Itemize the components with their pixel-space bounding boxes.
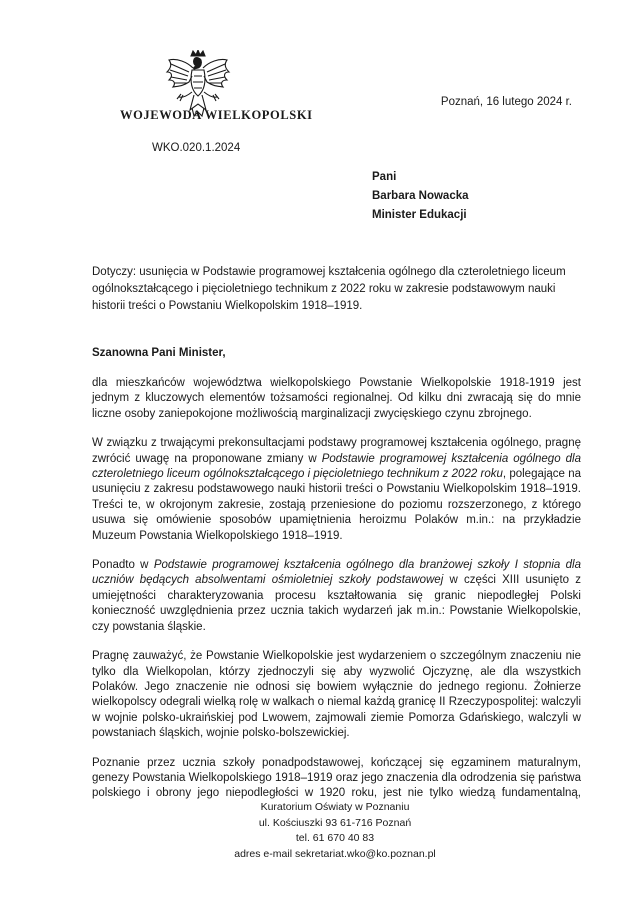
paragraph-2-italic-title: Podstawie programowej kształcenia ogólnego dla czteroletniego liceum ogólnokształcącego i pięcioletniego technikum z 2022 roku [92,452,581,481]
letter-greeting: Szanowna Pani Minister, [92,347,226,359]
letter-body [92,376,581,800]
paragraph-2-text-c: , polegające na usunięciu z zakresu podstawowego nauki historii treści o Powstaniu Wielkopolskim 1918–1919. Treści te, w okrojonym zakresie, zostają przeniesione do poziomu rozszerzonego, z którego usuwa się omówienie sposobów upamiętnienia heroizmu Polaków m.in.: na przykładzie Muzeum Powstania Wielkopolskiego 1918–1919. [92,468,581,542]
paragraph-3-italic-title: Podstawie programowej kształcenia ogólnego dla branżowej szkoły I stopnia dla uczniów będących absolwentami ośmioletniej szkoły podstawowej [92,559,582,587]
paragraph-3-text-c: w części XIII usunięto z umiejętności charakteryzowania procesu kształtowania się granic niepodległej Polski konieczność uwzględnienia przez ucznia takich wydarzeń jak m.in.: Powstanie Wielkopolskie, czy powstania śląskie. [92,574,581,633]
paragraph-1: dla mieszkańców województwa wielkopolskiego Powstanie Wielkopolskie 1918-1919 jest jednym z kluczowych elementów tożsamości regionalnej. Od kilku dni zwracają się do mnie liczne osoby zaniepokojone możliwością marginalizacji zwycięskiego czynu zbrojnego. [92,377,581,420]
footer-address: ul. Kościuszki 93 61-716 Poznań [258,816,412,829]
issuing-authority: WOJEWODA WIELKOPOLSKI [120,108,313,122]
paragraph-2 [92,436,581,544]
paragraph-3-text-a: Ponadto w [92,559,154,572]
paragraph-2-text-a: W związku z trwającymi prekonsultacjami podstawy programowej kształcenia ogólnego, pragnę zwrócić uwagę na proponowane zmiany w [92,437,581,465]
footer-organization: Kuratorium Oświaty w Poznaniu [260,801,410,813]
recipient-name: Barbara Nowacka [372,190,469,202]
recipient-position: Minister Edukacji [372,209,467,221]
letter-footer [180,800,490,862]
letter-date: Poznań, 16 lutego 2024 r. [440,96,572,108]
paragraph-3 [92,558,581,635]
reference-number: WKO.020.1.2024 [152,142,241,154]
footer-phone: tel. 61 670 40 83 [295,832,375,844]
letter-subject: Dotyczy: usunięcia w Podstawie programowej kształcenia ogólnego dla czteroletniego liceum ogólnokształcącego i pięcioletniego technikum z 2022 roku w zakresie podstawowym nauki historii treści o Powstaniu Wielkopolskim 1918–1919. [92,266,566,312]
recipient-salutation: Pani [372,171,397,183]
paragraph-4: Pragnę zauważyć, że Powstanie Wielkopolskie jest wydarzeniem o szczególnym znaczeniu nie tylko dla Wielkopolan, którzy zjednoczyli się aby wyzwolić Ojczyznę, ale dla wszystkich Polaków. Jego znaczenie nie odnosi się bowiem wyłącznie do jednego regionu. Żołnierze wielkopolscy odegrali wielką rolę w walkach o niemal każdą granicę II Rzeczypospolitej: walczyli w wojnie polsko-ukraińskiej pod Lwowem, zajmowali ziemie Pomorza Gdańskiego, walczyli w powstaniach śląskich, wojnie polsko-bolszewickiej. [92,650,581,740]
footer-email: adres e-mail sekretariat.wko@ko.poznan.pl [234,847,436,860]
paragraph-5: Poznanie przez ucznia szkoły ponadpodstawowej, kończącej się egzaminem maturalnym, genezy Powstania Wielkopolskiego 1918–1919 oraz jego znaczenia dla odrodzenia się państwa polskiego i obrony jego niepodległości w 1920 roku, jest nie tylko wiedzą fundamentalną, [92,756,581,800]
